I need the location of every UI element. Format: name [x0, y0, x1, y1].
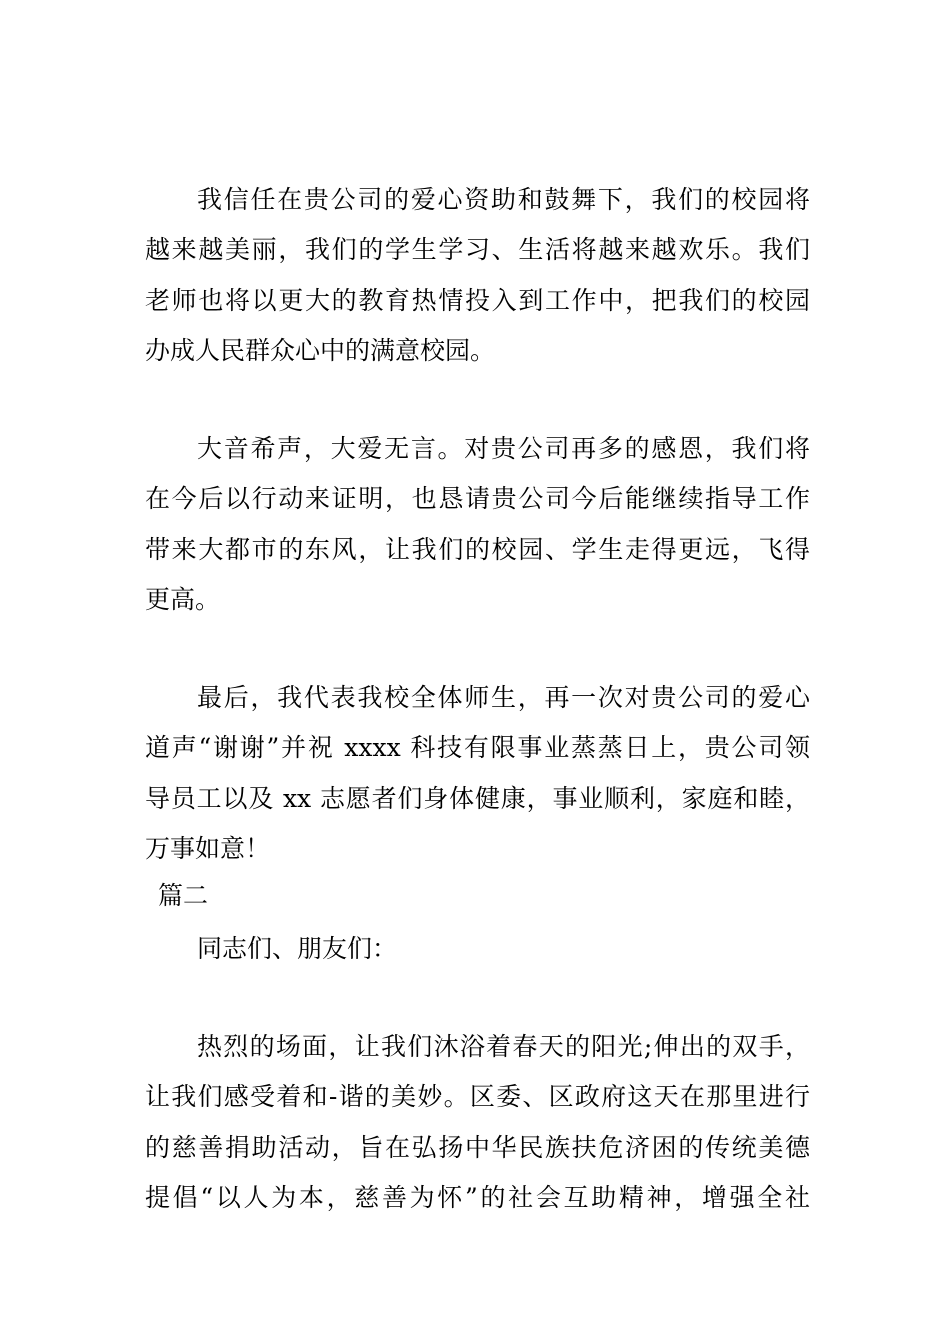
- paragraph-2-line-4: 更高。: [145, 585, 221, 614]
- paragraph-2-line-1: 大音希声，大爱无言。对贵公司再多的感恩，我们将: [197, 434, 810, 463]
- paragraph-3-line-1: 最后，我代表我校全体师生，再一次对贵公司的爱心: [197, 683, 810, 712]
- paragraph-1-line-3: 老师也将以更大的教育热情投入到工作中，把我们的校园: [145, 286, 810, 315]
- paragraph-1-line-4: 办成人民群众心中的满意校园。: [145, 336, 496, 365]
- paragraph-3-line-3: 导员工以及 xx 志愿者们身体健康，事业顺利，家庭和睦，: [145, 784, 810, 813]
- paragraph-3-line-2: 道声“谢谢”并祝 xxxx 科技有限事业蒸蒸日上，贵公司领: [145, 733, 810, 762]
- paragraph-2-line-2: 在今后以行动来证明，也恳请贵公司今后能继续指导工作: [145, 484, 810, 513]
- paragraph-1-line-2: 越来越美丽，我们的学生学习、生活将越来越欢乐。我们: [145, 235, 810, 264]
- final-paragraph-line-2: 让我们感受着和-谐的美妙。区委、区政府这天在那里进行: [145, 1082, 810, 1111]
- paragraph-1-line-1: 我信任在贵公司的爱心资助和鼓舞下，我们的校园将: [197, 185, 810, 214]
- salutation: 同志们、朋友们：: [197, 934, 398, 963]
- section-heading: 篇二: [158, 881, 209, 910]
- paragraph-2-line-3: 带来大都市的东风，让我们的校园、学生走得更远，飞得: [145, 535, 810, 564]
- final-paragraph-line-4: 提倡“以人为本，慈善为怀”的社会互助精神，增强全社: [145, 1183, 810, 1212]
- final-paragraph-line-3: 的慈善捐助活动，旨在弘扬中华民族扶危济困的传统美德: [145, 1133, 810, 1162]
- final-paragraph-line-1: 热烈的场面，让我们沐浴着春天的阳光;伸出的双手，: [197, 1032, 810, 1061]
- paragraph-3-line-4: 万事如意！: [145, 834, 271, 863]
